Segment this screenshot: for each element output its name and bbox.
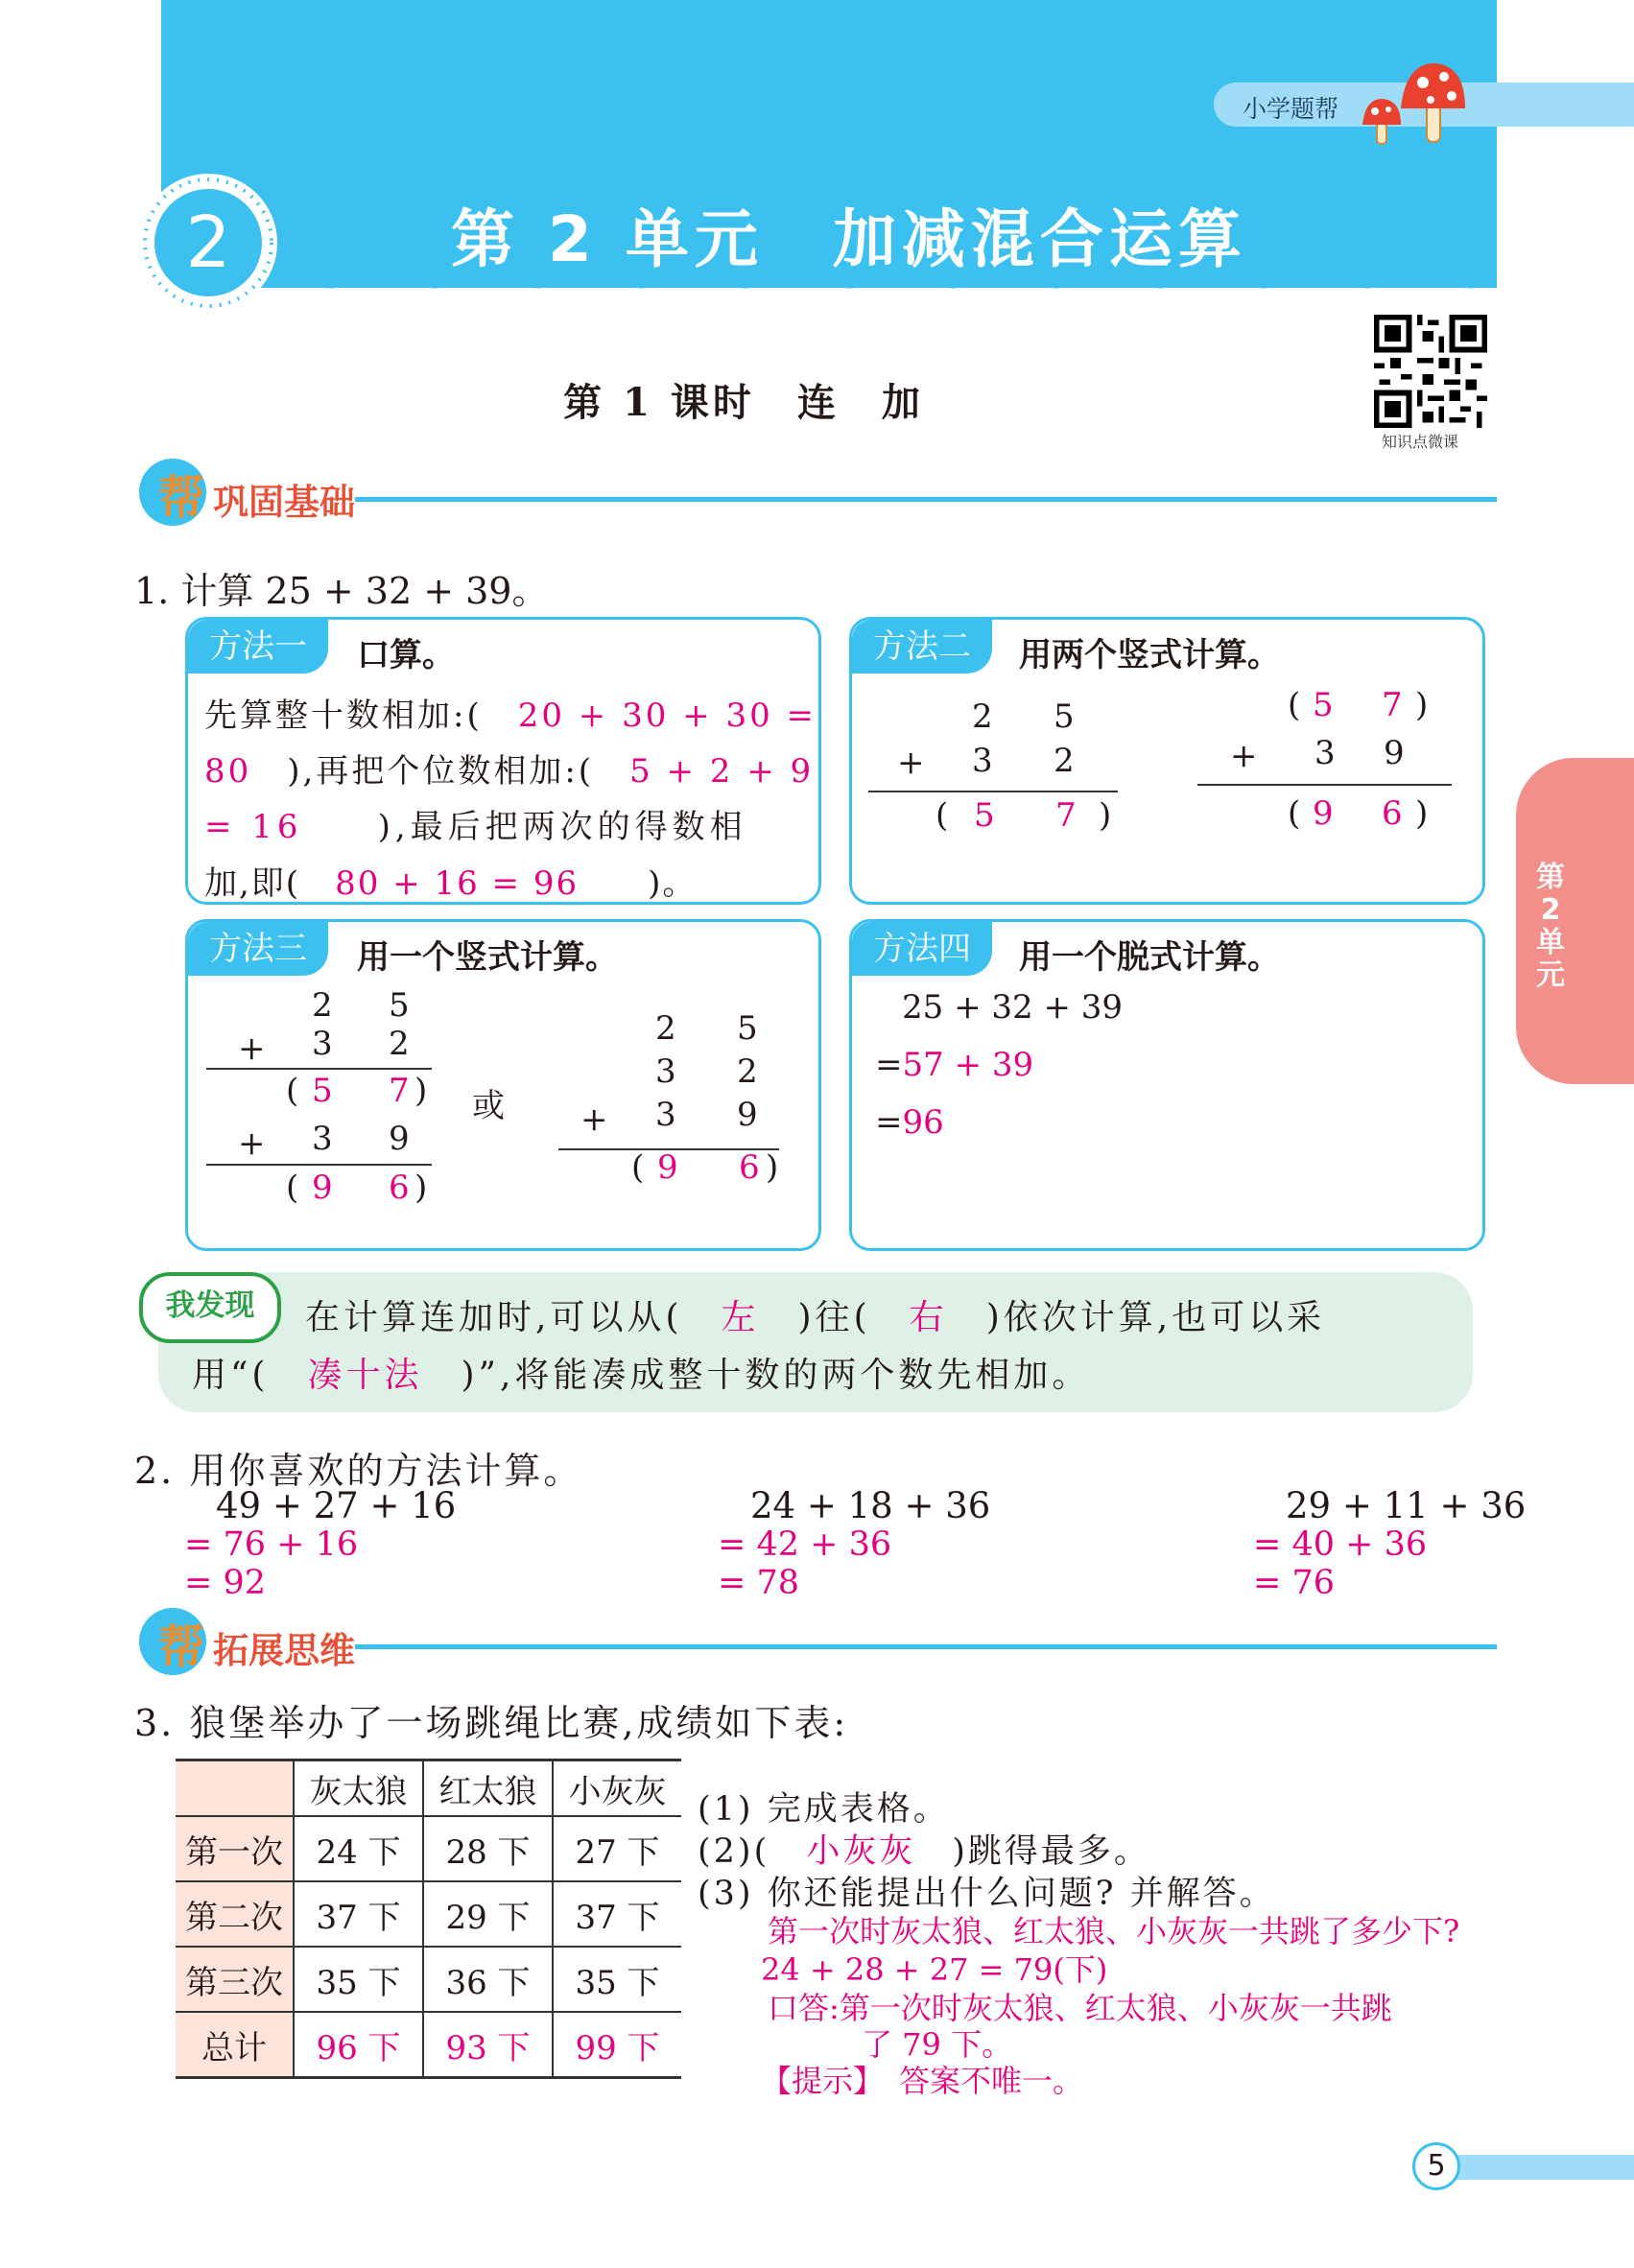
q3-sub2: (2)( 小灰灰 )跳得最多。 [698, 1832, 1150, 1871]
v2b-op: + [1230, 737, 1258, 775]
table-row [176, 1881, 681, 1947]
method1-line4: 加,即( 80 + 16 = 96 )。 [204, 864, 698, 903]
v3b-digit: 9 [737, 1096, 758, 1134]
q1-stem: 1. 计算 25 + 32 + 39。 [134, 570, 549, 612]
v2b-digit: 9 [1384, 734, 1405, 772]
v3-op: + [238, 1124, 266, 1163]
table-header-row [176, 1760, 681, 1817]
q2-step1-3: = 40 + 36 [1253, 1525, 1428, 1564]
method1-line3: = 16 ),最后把两次的得数相 [204, 808, 747, 846]
v3-op: + [238, 1029, 266, 1068]
v3-digit: 5 [389, 986, 410, 1025]
table-header: 灰太狼 [294, 1760, 423, 1817]
method1-title: 口算。 [357, 636, 455, 674]
v3b-digit: 3 [655, 1096, 676, 1134]
table-row-label: 第二次 [176, 1881, 294, 1947]
discovery-line1: 在计算连加时,可以从( 左 )往( 右 )依次计算,也可以采 [305, 1298, 1326, 1337]
v2b-paren: ) [1415, 794, 1429, 833]
section-extend-line [355, 1644, 1497, 1649]
q3-stem: 3. 狼堡举办了一场跳绳比赛,成绩如下表: [134, 1702, 849, 1744]
v2b-rule [1197, 784, 1452, 786]
brand-label: 小学题帮 [1243, 95, 1339, 123]
v3-paren: ( [286, 1072, 299, 1110]
v2b-paren: ( [1288, 794, 1301, 833]
v3-paren: ( [286, 1169, 299, 1207]
v3b-op: + [580, 1100, 608, 1139]
table-cell: 36 下 [423, 1947, 553, 2012]
q3-answer-question: 第一次时灰太狼、红太狼、小灰灰一共跳了多少下? [768, 1913, 1460, 1949]
v2-answer: 5 [974, 796, 995, 835]
v3-digit: 2 [389, 1025, 410, 1063]
discovery-line2: 用“( 凑十法 )”,将能凑成整十数的两个数先相加。 [192, 1356, 1091, 1395]
table-header: 红太狼 [423, 1760, 553, 1817]
q3-answer-hint: 【提示】 答案不唯一。 [761, 2063, 1084, 2099]
v3-answer: 5 [312, 1072, 333, 1110]
table-row-label: 第一次 [176, 1816, 294, 1881]
v3b-digit: 2 [655, 1009, 676, 1048]
table-total-row [176, 2012, 681, 2078]
v2-rule [868, 791, 1118, 792]
v2b-answer: 6 [1382, 794, 1403, 833]
q2-step2-3: = 76 [1253, 1564, 1335, 1602]
page-number: 5 [1412, 2142, 1460, 2190]
method3-title: 用一个竖式计算。 [357, 938, 618, 977]
v2b-answer: 7 [1382, 686, 1403, 724]
v3-digit: 3 [312, 1025, 333, 1063]
table-total-label: 总计 [176, 2012, 294, 2078]
v2-digit: 2 [1054, 742, 1075, 780]
q2-step1-1: = 76 + 16 [184, 1525, 359, 1564]
unit-number-badge [136, 171, 280, 315]
method4-line3: =96 [875, 1103, 944, 1142]
method3-tag: 方法三 [188, 922, 328, 976]
method1-tag: 方法一 [188, 620, 328, 673]
table-cell: 37 下 [553, 1881, 681, 1947]
table-row [176, 1947, 681, 2012]
v2-answer: 7 [1055, 796, 1077, 835]
v2b-digit: 3 [1314, 734, 1336, 772]
v3b-paren: ) [766, 1148, 779, 1187]
v2-digit: 3 [972, 742, 993, 780]
mushroom-icon [1358, 56, 1473, 147]
section-basic-line [355, 497, 1497, 502]
qr-caption: 知识点微课 [1382, 433, 1459, 451]
method2-tag: 方法二 [852, 620, 992, 673]
v2b-paren: ) [1415, 686, 1429, 724]
v2b-answer: 9 [1313, 794, 1334, 833]
q3-answer-calc: 24 + 28 + 27 = 79(下) [761, 1951, 1108, 1988]
method4-line2: =57 + 39 [875, 1046, 1034, 1084]
table-cell: 35 下 [553, 1947, 681, 2012]
v2-paren: ) [1099, 796, 1112, 835]
table-corner [176, 1760, 294, 1817]
table-total: 99 下 [553, 2012, 681, 2078]
v3b-digit: 3 [655, 1052, 676, 1091]
method1-line2: 80 ),再把个位数相加:( 5 + 2 + 9 [204, 752, 815, 791]
method4-line1: 25 + 32 + 39 [902, 988, 1123, 1027]
v3-digit: 2 [312, 986, 333, 1025]
method2-title: 用两个竖式计算。 [1019, 636, 1280, 674]
q2-step2-1: = 92 [184, 1564, 266, 1602]
q3-answer-reply1: 口答:第一次时灰太狼、红太狼、小灰灰一共跳 [768, 1990, 1392, 2026]
v3-paren: ) [414, 1169, 428, 1207]
v3-answer: 9 [312, 1169, 333, 1207]
v3-digit: 3 [312, 1120, 333, 1158]
section-basic-title: 巩固基础 [213, 482, 355, 523]
v3-rule [206, 1068, 432, 1070]
qr-code-icon[interactable] [1372, 315, 1489, 428]
table-row [176, 1816, 681, 1881]
q2-expr-3: 29 + 11 + 36 [1286, 1485, 1527, 1526]
score-table [176, 1759, 681, 2079]
table-cell: 37 下 [294, 1881, 423, 1947]
q2-expr-2: 24 + 18 + 36 [750, 1485, 991, 1526]
section-extend-bang: 帮 [158, 1620, 205, 1674]
v2-op: + [897, 744, 925, 782]
table-cell: 35 下 [294, 1947, 423, 2012]
v3-digit: 9 [389, 1120, 410, 1158]
v2b-paren: ( [1288, 686, 1301, 724]
q2-stem: 2. 用你喜欢的方法计算。 [134, 1450, 583, 1492]
v2-digit: 5 [1054, 697, 1075, 736]
v2b-answer: 5 [1313, 686, 1334, 724]
method1-line1: 先算整十数相加:( 20 + 30 + 30 = [204, 697, 817, 735]
discovery-tag: 我发现 [139, 1272, 281, 1343]
lesson-title: 第 1 课时 连 加 [563, 380, 924, 425]
method4-title: 用一个脱式计算。 [1019, 938, 1280, 977]
side-tab-label: 第2单元 [1536, 861, 1565, 992]
table-total: 96 下 [294, 2012, 423, 2078]
v3b-paren: ( [631, 1148, 645, 1187]
v2-digit: 2 [972, 697, 993, 736]
v3-answer: 6 [389, 1169, 410, 1207]
table-cell: 24 下 [294, 1816, 423, 1881]
table-total: 93 下 [423, 2012, 553, 2078]
v3-answer: 7 [389, 1072, 410, 1110]
v3-or: 或 [472, 1087, 505, 1125]
v2-paren: ( [935, 796, 949, 835]
q2-step1-2: = 42 + 36 [718, 1525, 892, 1564]
v3b-answer: 6 [739, 1148, 760, 1187]
table-row-label: 第三次 [176, 1947, 294, 2012]
q3-answer-reply2: 了 79 下。 [862, 2026, 1013, 2063]
q2-expr-1: 49 + 27 + 16 [216, 1485, 457, 1526]
v3b-answer: 9 [657, 1148, 678, 1187]
table-cell: 27 下 [553, 1816, 681, 1881]
unit-title: 第 2 单元 加减混合运算 [451, 202, 1247, 276]
q2-step2-2: = 78 [718, 1564, 799, 1602]
table-cell: 29 下 [423, 1881, 553, 1947]
q3-sub3: (3) 你还能提出什么问题? 并解答。 [698, 1875, 1276, 1913]
section-basic-bang: 帮 [158, 471, 205, 525]
v3b-digit: 2 [737, 1052, 758, 1091]
table-header: 小灰灰 [553, 1760, 681, 1817]
section-extend-title: 拓展思维 [213, 1630, 355, 1671]
method4-tag: 方法四 [852, 922, 992, 976]
unit-number: 2 [185, 201, 231, 284]
table-cell: 28 下 [423, 1816, 553, 1881]
v3-paren: ) [414, 1072, 428, 1110]
v3b-digit: 5 [737, 1009, 758, 1048]
q3-sub1: (1) 完成表格。 [698, 1790, 950, 1829]
v3-rule [206, 1164, 432, 1166]
